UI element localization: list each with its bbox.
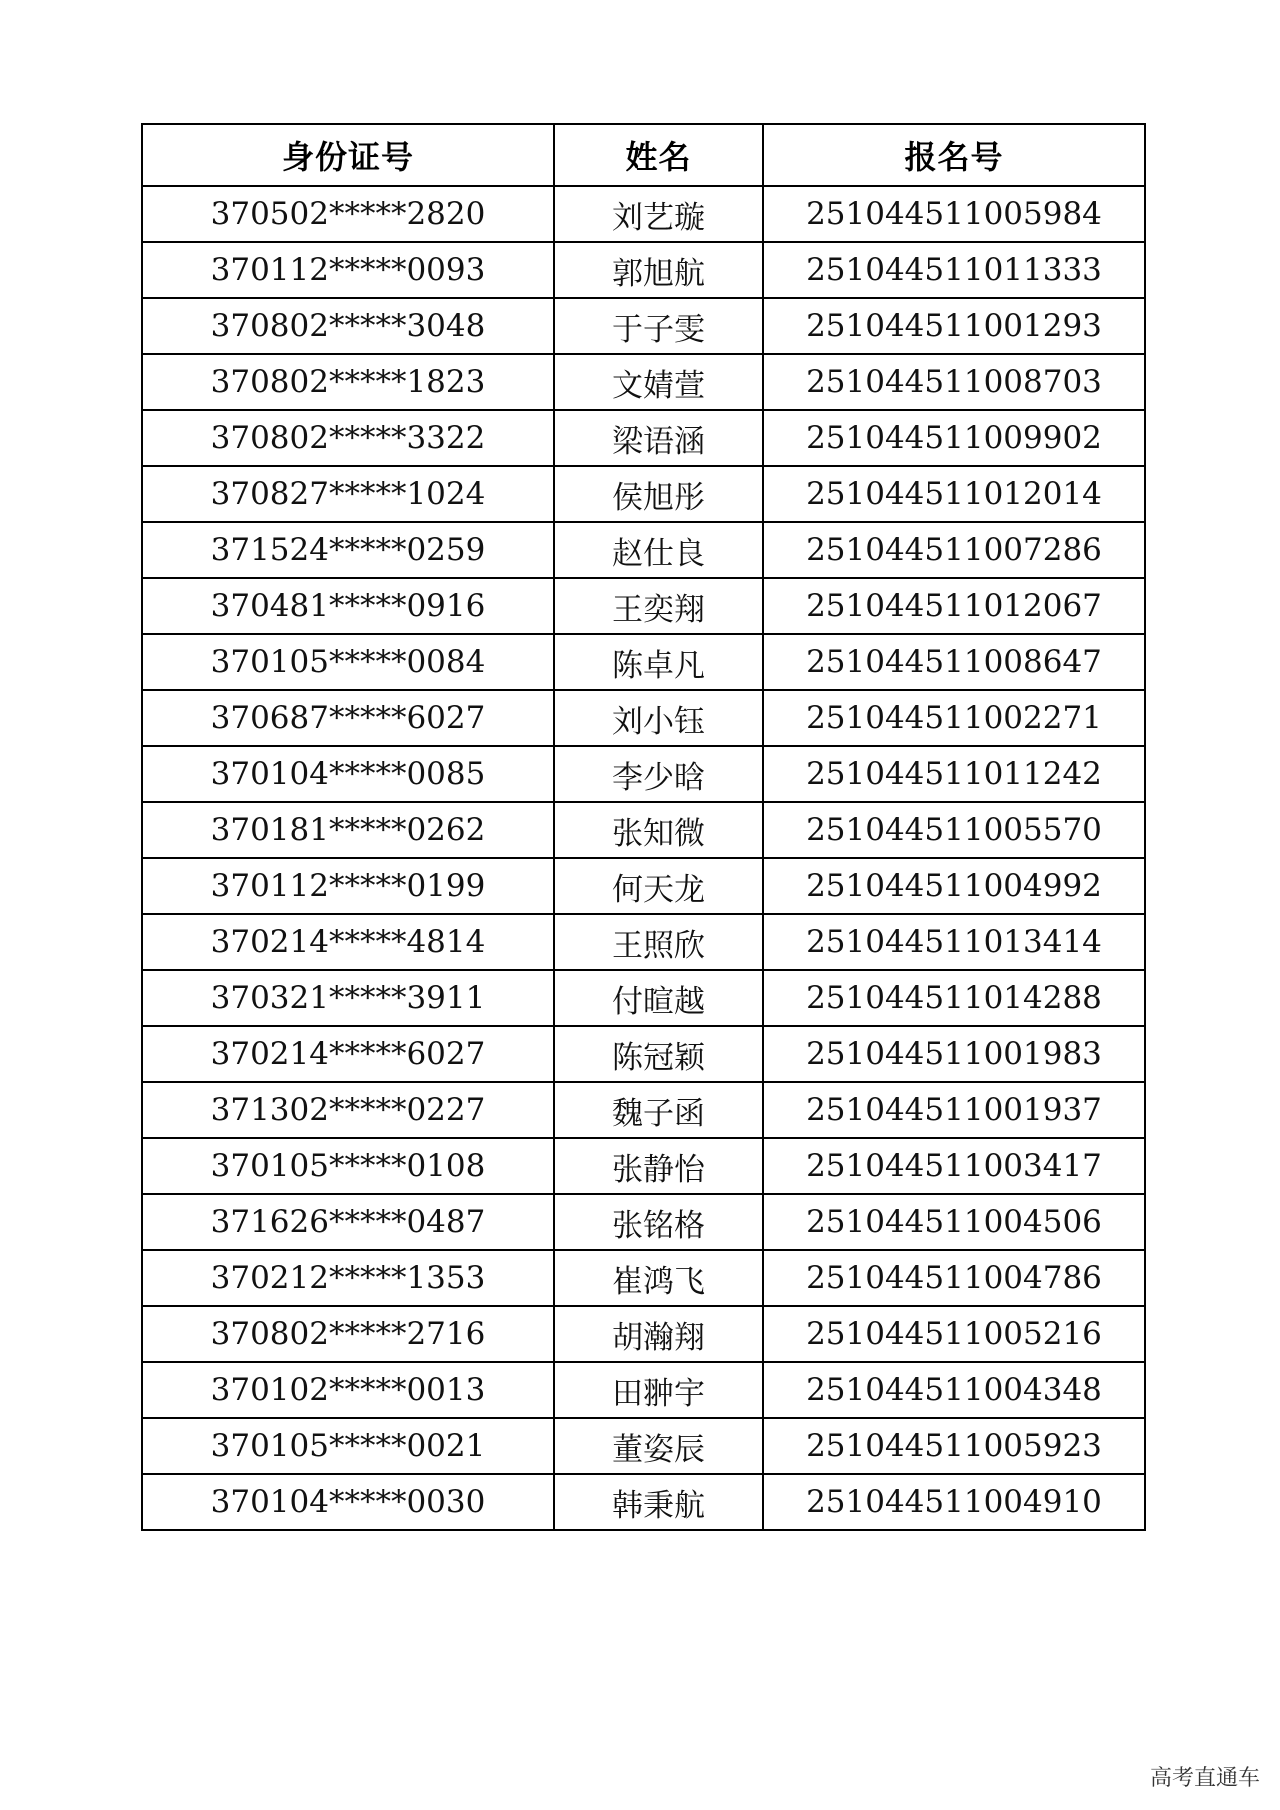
cell-id-number: 371302*****0227	[142, 1082, 554, 1138]
cell-id-number: 370802*****2716	[142, 1306, 554, 1362]
cell-id-number: 370214*****6027	[142, 1026, 554, 1082]
table-row	[142, 1026, 1145, 1082]
cell-registration-number: 251044511008703	[763, 354, 1145, 410]
cell-id-number: 370321*****3911	[142, 970, 554, 1026]
cell-name: 付暄越	[554, 970, 763, 1026]
table-row	[142, 466, 1145, 522]
cell-registration-number: 251044511005570	[763, 802, 1145, 858]
cell-name: 张知微	[554, 802, 763, 858]
cell-registration-number: 251044511001293	[763, 298, 1145, 354]
table-row	[142, 578, 1145, 634]
table-row	[142, 1082, 1145, 1138]
table-row	[142, 1418, 1145, 1474]
cell-registration-number: 251044511011242	[763, 746, 1145, 802]
cell-name: 王照欣	[554, 914, 763, 970]
table-row	[142, 634, 1145, 690]
header-id-number: 身份证号	[142, 124, 554, 186]
table-row	[142, 1138, 1145, 1194]
table-row	[142, 298, 1145, 354]
cell-name: 张铭格	[554, 1194, 763, 1250]
cell-registration-number: 251044511004506	[763, 1194, 1145, 1250]
cell-id-number: 370112*****0093	[142, 242, 554, 298]
cell-registration-number: 251044511005984	[763, 186, 1145, 242]
table-row	[142, 970, 1145, 1026]
cell-id-number: 370212*****1353	[142, 1250, 554, 1306]
table-row	[142, 1306, 1145, 1362]
cell-registration-number: 251044511007286	[763, 522, 1145, 578]
watermark-text: 高考直通车	[1149, 1766, 1260, 1791]
cell-name: 田翀宇	[554, 1362, 763, 1418]
cell-registration-number: 251044511012014	[763, 466, 1145, 522]
table-row	[142, 354, 1145, 410]
cell-id-number: 370104*****0085	[142, 746, 554, 802]
cell-name: 胡瀚翔	[554, 1306, 763, 1362]
cell-name: 王奕翔	[554, 578, 763, 634]
cell-name: 侯旭彤	[554, 466, 763, 522]
cell-id-number: 370112*****0199	[142, 858, 554, 914]
table-row	[142, 410, 1145, 466]
cell-registration-number: 251044511008647	[763, 634, 1145, 690]
table-row	[142, 858, 1145, 914]
header-registration-number: 报名号	[763, 124, 1145, 186]
table-row	[142, 746, 1145, 802]
table-row	[142, 1194, 1145, 1250]
cell-name: 于子雯	[554, 298, 763, 354]
cell-id-number: 370102*****0013	[142, 1362, 554, 1418]
cell-id-number: 370502*****2820	[142, 186, 554, 242]
header-name: 姓名	[554, 124, 763, 186]
cell-name: 梁语涵	[554, 410, 763, 466]
cell-registration-number: 251044511004348	[763, 1362, 1145, 1418]
cell-registration-number: 251044511003417	[763, 1138, 1145, 1194]
cell-name: 刘小钰	[554, 690, 763, 746]
cell-name: 刘艺璇	[554, 186, 763, 242]
cell-id-number: 370802*****3322	[142, 410, 554, 466]
cell-name: 赵仕良	[554, 522, 763, 578]
cell-id-number: 370105*****0021	[142, 1418, 554, 1474]
cell-registration-number: 251044511013414	[763, 914, 1145, 970]
table-row	[142, 914, 1145, 970]
cell-id-number: 370802*****1823	[142, 354, 554, 410]
table-row	[142, 1474, 1145, 1530]
cell-name: 何天龙	[554, 858, 763, 914]
cell-name: 崔鸿飞	[554, 1250, 763, 1306]
cell-name: 董姿辰	[554, 1418, 763, 1474]
cell-registration-number: 251044511005216	[763, 1306, 1145, 1362]
cell-registration-number: 251044511001983	[763, 1026, 1145, 1082]
cell-id-number: 370104*****0030	[142, 1474, 554, 1530]
cell-registration-number: 251044511004910	[763, 1474, 1145, 1530]
cell-name: 张静怡	[554, 1138, 763, 1194]
cell-id-number: 370481*****0916	[142, 578, 554, 634]
table-row	[142, 186, 1145, 242]
cell-id-number: 370214*****4814	[142, 914, 554, 970]
cell-name: 魏子函	[554, 1082, 763, 1138]
table-row	[142, 690, 1145, 746]
cell-name: 韩秉航	[554, 1474, 763, 1530]
cell-name: 李少晗	[554, 746, 763, 802]
cell-id-number: 370105*****0108	[142, 1138, 554, 1194]
cell-registration-number: 251044511002271	[763, 690, 1145, 746]
table-row	[142, 802, 1145, 858]
cell-registration-number: 251044511009902	[763, 410, 1145, 466]
cell-name: 陈冠颖	[554, 1026, 763, 1082]
table-row	[142, 1362, 1145, 1418]
cell-name: 陈卓凡	[554, 634, 763, 690]
table-body	[142, 186, 1145, 1530]
cell-id-number: 370827*****1024	[142, 466, 554, 522]
cell-id-number: 370802*****3048	[142, 298, 554, 354]
cell-registration-number: 251044511004786	[763, 1250, 1145, 1306]
cell-registration-number: 251044511004992	[763, 858, 1145, 914]
cell-registration-number: 251044511005923	[763, 1418, 1145, 1474]
cell-id-number: 370181*****0262	[142, 802, 554, 858]
table-row	[142, 522, 1145, 578]
cell-id-number: 371524*****0259	[142, 522, 554, 578]
applicant-table	[141, 123, 1146, 1531]
cell-registration-number: 251044511014288	[763, 970, 1145, 1026]
cell-registration-number: 251044511011333	[763, 242, 1145, 298]
cell-name: 郭旭航	[554, 242, 763, 298]
cell-id-number: 370687*****6027	[142, 690, 554, 746]
table-header-row	[142, 124, 1145, 186]
cell-id-number: 370105*****0084	[142, 634, 554, 690]
cell-name: 文婧萱	[554, 354, 763, 410]
table-row	[142, 1250, 1145, 1306]
cell-id-number: 371626*****0487	[142, 1194, 554, 1250]
table-row	[142, 242, 1145, 298]
cell-registration-number: 251044511001937	[763, 1082, 1145, 1138]
cell-registration-number: 251044511012067	[763, 578, 1145, 634]
